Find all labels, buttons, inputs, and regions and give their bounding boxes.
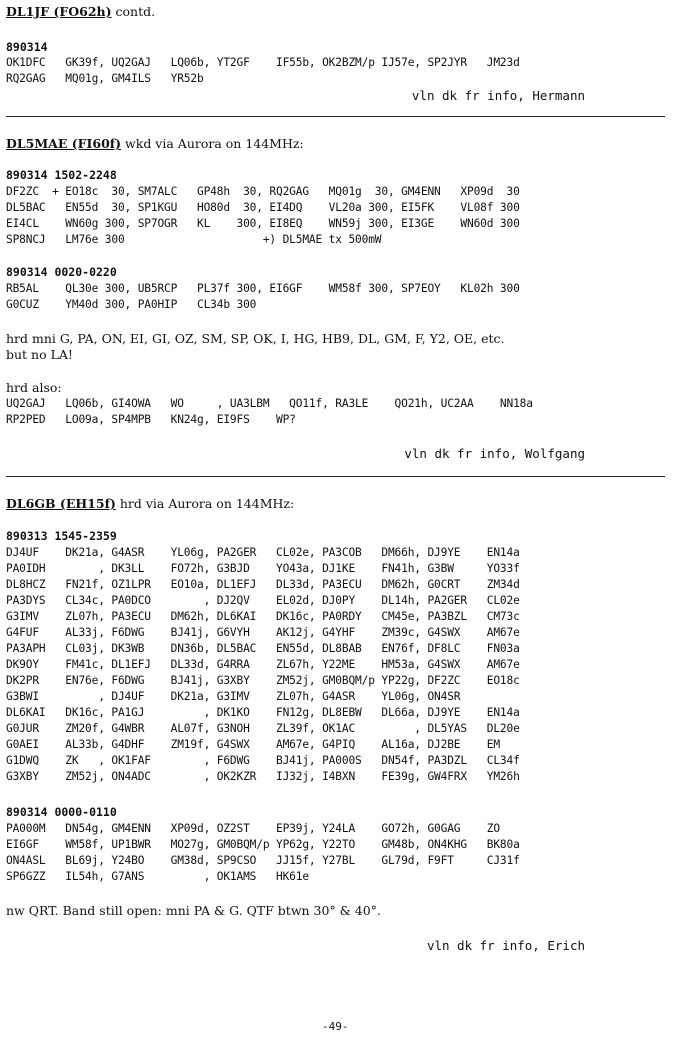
log-line: G3XBY ZM52j, ON4ADC , OK2KZR IJ32j, I4BXN FE39g, GW4FRX YM26h [6, 770, 520, 783]
signature: vln dk fr info, Hermann [411, 88, 585, 103]
log-line: RQ2GAG MQ01g, GM4ILS YR52b [6, 72, 204, 85]
note-text: nw QRT. Band still open: mni PA & G. QTF btwn 30° & 40°. [6, 903, 381, 918]
log-line: ON4ASL BL69j, Y24BO GM38d, SP9CSO JJ15f, Y27BL GL79d, F9FT CJ31f [6, 854, 520, 867]
log-date: 890313 1545-2359 [6, 529, 117, 543]
header-text: wkd via Aurora on 144MHz: [121, 136, 304, 151]
log-line: DK9OY FM41c, DL1EFJ DL33d, G4RRA ZL67h, Y22ME HM53a, G4SWX AM67e [6, 658, 520, 671]
log-line: SP6GZZ IL54h, G7ANS , OK1AMS HK61e [6, 870, 309, 883]
log-line: DK2PR EN76e, F6DWG BJ41j, G3XBY ZM52j, GM0BQM/p YP22g, DF2ZC EO18c [6, 674, 520, 687]
section-header [6, 136, 304, 151]
log-date: 890314 0020-0220 [6, 265, 117, 279]
log-line: PA000M DN54g, GM4ENN XP09d, OZ2ST EP39j, Y24LA GO72h, G0GAG ZO [6, 822, 500, 835]
log-line: DJ4UF DK21a, G4ASR YL06g, PA2GER CL02e, PA3COB DM66h, DJ9YE EN14a [6, 546, 520, 559]
station-callsign: DL6GB (EH15f) [6, 496, 116, 511]
log-line: G0JUR ZM20f, G4WBR AL07f, G3NOH ZL39f, OK1AC , DL5YAS DL20e [6, 722, 520, 735]
log-line: PA0IDH , DK3LL FO72h, G3BJD YO43a, DJ1KE FN41h, G3BW YO33f [6, 562, 520, 575]
log-line: G0CUZ YM40d 300, PA0HIP CL34b 300 [6, 298, 257, 311]
log-line: DL8HCZ FN21f, OZ1LPR EO10a, DL1EFJ DL33d, PA3ECU DM62h, G0CRT ZM34d [6, 578, 520, 591]
note-text: hrd also: [6, 380, 62, 395]
log-date: 890314 0000-0110 [6, 805, 117, 819]
log-date: 890314 1502-2248 [6, 168, 117, 182]
section-divider [6, 116, 665, 117]
log-line: EI6GF WM58f, UP1BWR MO27g, GM0BQM/p YP62g, Y22TO GM48b, ON4KHG BK80a [6, 838, 520, 851]
log-line: OK1DFC GK39f, UQ2GAJ LQ06b, YT2GF IF55b, OK2BZM/p IJ57e, SP2JYR JM23d [6, 56, 520, 69]
signature: vln dk fr info, Erich [426, 938, 585, 953]
log-line: DF2ZC + EO18c 30, SM7ALC GP48h 30, RQ2GAG MQ01g 30, GM4ENN XP09d 30 [6, 185, 520, 198]
note-text: but no LA! [6, 347, 73, 362]
log-line: G1DWQ ZK , OK1FAF , F6DWG BJ41j, PA000S DN54f, PA3DZL CL34f [6, 754, 520, 767]
log-line: SP8NCJ LM76e 300 +) DL5MAE tx 500mW [6, 233, 382, 246]
log-line: G4FUF AL33j, F6DWG BJ41j, G6VYH AK12j, G4YHF ZM39c, G4SWX AM67e [6, 626, 520, 639]
header-text: contd. [111, 4, 156, 19]
log-line: EI4CL WN60g 300, SP7OGR KL 300, EI8EQ WN59j 300, EI3GE WN60d 300 [6, 217, 520, 230]
log-line: G3BWI , DJ4UF DK21a, G3IMV ZL07h, G4ASR YL06g, ON4SR [6, 690, 461, 703]
log-line: PA3DYS CL34c, PA0DCO , DJ2QV EL02d, DJ0PY DL14h, PA2GER CL02e [6, 594, 520, 607]
log-line: PA3APH CL03j, DK3WB DN36b, DL5BAC EN55d, DL8BAB EN76f, DF8LC FN03a [6, 642, 520, 655]
log-line: G3IMV ZL07h, PA3ECU DM62h, DL6KAI DK16c, PA0RDY CM45e, PA3BZL CM73c [6, 610, 520, 623]
log-line: RB5AL QL30e 300, UB5RCP PL37f 300, EI6GF WM58f 300, SP7EOY KL02h 300 [6, 282, 520, 295]
signature: vln dk fr info, Wolfgang [404, 446, 585, 461]
header-text: hrd via Aurora on 144MHz: [115, 496, 295, 511]
station-callsign: DL5MAE (FI60f) [6, 136, 122, 151]
section-divider [6, 476, 665, 477]
log-line: RP2PED LO09a, SP4MPB KN24g, EI9FS WP? [6, 413, 296, 426]
station-callsign: DL1JF (FO62h) [6, 4, 112, 19]
note-text: hrd mni G, PA, ON, EI, GI, OZ, SM, SP, OK, I, HG, HB9, DL, GM, F, Y2, OE, etc. [6, 331, 505, 346]
log-line: G0AEI AL33b, G4DHF ZM19f, G4SWX AM67e, G4PIQ AL16a, DJ2BE EM [6, 738, 500, 751]
page-number: -49- [322, 1020, 349, 1033]
log-date: 890314 [6, 40, 48, 54]
log-line: DL6KAI DK16c, PA1GJ , DK1KO FN12g, DL8EBW DL66a, DJ9YE EN14a [6, 706, 520, 719]
log-line: DL5BAC EN55d 30, SP1KGU HO80d 30, EI4DQ VL20a 300, EI5FK VL08f 300 [6, 201, 520, 214]
section-header [6, 496, 294, 511]
log-line: UQ2GAJ LQ06b, GI4OWA WO , UA3LBM QO11f, RA3LE QO21h, UC2AA NN18a [6, 397, 533, 410]
section-header [6, 4, 155, 19]
